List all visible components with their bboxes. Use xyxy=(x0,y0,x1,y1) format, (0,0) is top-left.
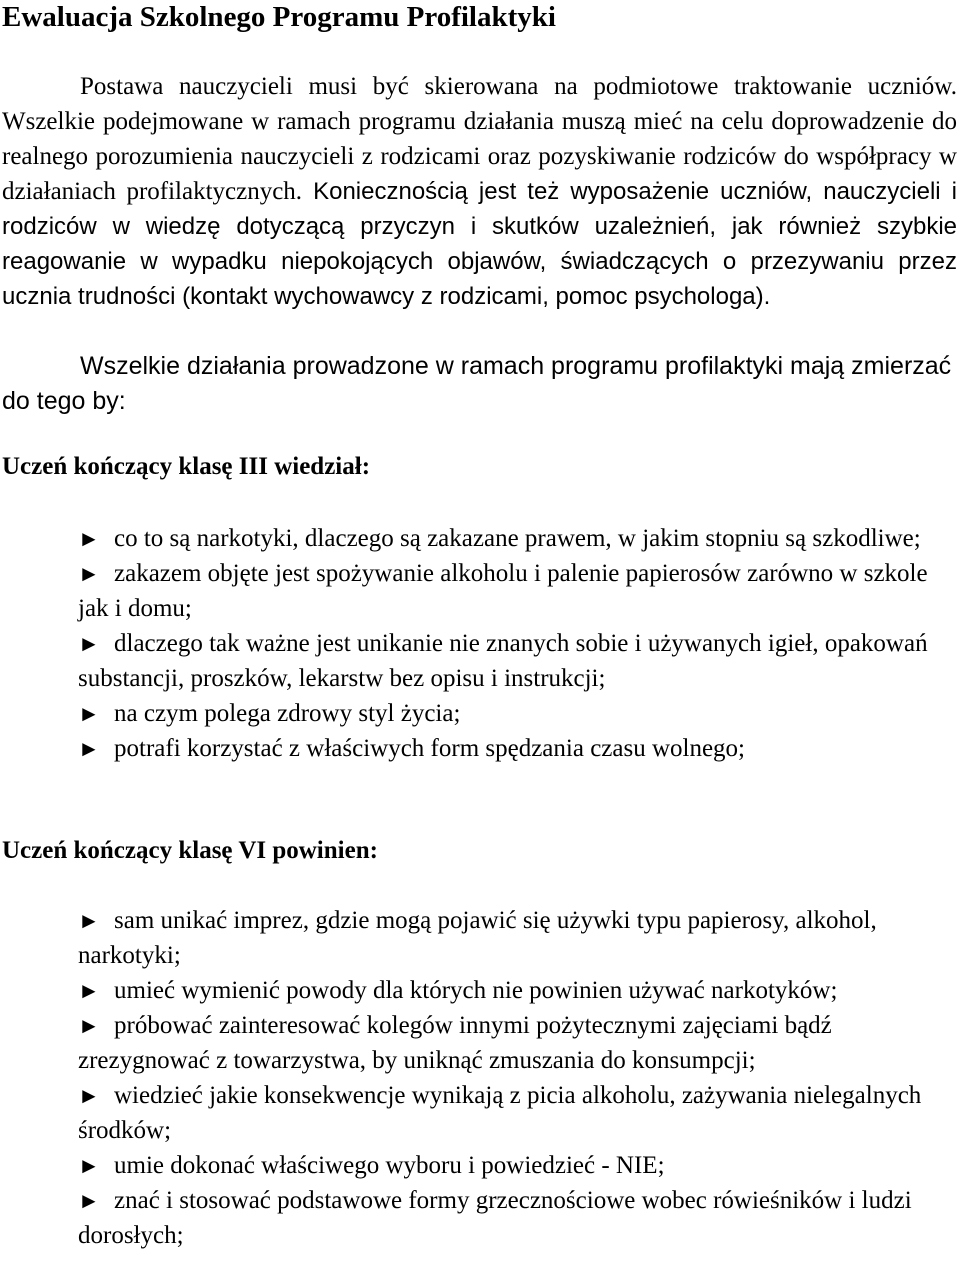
list-item xyxy=(78,626,958,696)
bullet-arrow-icon: ► xyxy=(78,1083,100,1108)
list-item-text: umie dokonać właściwego wyboru i powiedzieć - NIE; xyxy=(114,1152,665,1179)
bullet-arrow-icon: ► xyxy=(78,1188,100,1213)
list-item xyxy=(78,1183,958,1253)
list-item-text: próbować zainteresować kolegów innymi pożytecznymi zajęciami bądź zrezygnować z towarzystwa, by uniknąć zmuszania do konsumpcji; xyxy=(78,1012,832,1074)
bullet-arrow-icon: ► xyxy=(78,526,100,551)
bullet-arrow-icon: ► xyxy=(78,631,100,656)
bullet-arrow-icon: ► xyxy=(78,736,100,761)
bullet-arrow-icon: ► xyxy=(78,701,100,726)
list-item xyxy=(78,1148,958,1183)
list-item xyxy=(78,1008,958,1078)
list-item xyxy=(78,696,958,731)
list-item xyxy=(78,973,958,1008)
bullet-arrow-icon: ► xyxy=(78,1153,100,1178)
bullet-arrow-icon: ► xyxy=(78,978,100,1003)
list-item xyxy=(78,556,958,626)
list-item-text: potrafi korzystać z właściwych form spędzania czasu wolnego; xyxy=(114,735,746,762)
section-heading-class-vi: Uczeń kończący klasę VI powinien: xyxy=(2,837,378,864)
intro-paragraph xyxy=(2,69,957,314)
page-title: Ewaluacja Szkolnego Programu Profilaktyki xyxy=(2,1,556,33)
intro-text-part2: Koniecznością jest też wyposażenie uczniów, nauczycieli i rodziców w wiedzę dotyczącą przyczyn i skutków uzależnień, jak również szybkie reagowanie w wypadku niepokojących objawów, świadczących o przezywaniu przez ucznia trudności (kontakt wychowawcy z rodzicami, pomoc psychologa). xyxy=(2,178,957,310)
list-item-text: dlaczego tak ważne jest unikanie nie znanych sobie i używanych igieł, opakowań substancji, proszków, lekarstw bez opisu i instrukcji; xyxy=(78,630,928,692)
bullet-arrow-icon: ► xyxy=(78,908,100,933)
list-item-text: wiedzieć jakie konsekwencje wynikają z picia alkoholu, zażywania nielegalnych środków; xyxy=(78,1082,922,1144)
intro-text-part1: Postawa nauczycieli musi być skierowana na podmiotowe traktowanie uczniów. Wszelkie podejmowane w ramach programu działania muszą mieć na celu doprowadzenie do realnego porozumienia nauczycieli z rodzicami oraz pozyskiwanie rodziców do współpracy w działaniach profilaktycznych. xyxy=(2,73,957,205)
bullet-arrow-icon: ► xyxy=(78,1013,100,1038)
lead-paragraph: Wszelkie działania prowadzone w ramach programu profilaktyki mają zmierzać do tego by: xyxy=(2,352,952,415)
list-item xyxy=(78,731,958,766)
list-item-text: na czym polega zdrowy styl życia; xyxy=(114,700,461,727)
list-item-text: znać i stosować podstawowe formy grzecznościowe wobec rówieśników i ludzi dorosłych; xyxy=(78,1187,912,1249)
section-heading-class-iii: Uczeń kończący klasę III wiedział: xyxy=(2,453,371,480)
list-item-text: co to są narkotyki, dlaczego są zakazane prawem, w jakim stopniu są szkodliwe; xyxy=(114,525,921,552)
bullet-arrow-icon: ► xyxy=(78,561,100,586)
list-item-text: umieć wymienić powody dla których nie powinien używać narkotyków; xyxy=(114,977,838,1004)
list-item xyxy=(78,1078,958,1148)
list-item-text: sam unikać imprez, gdzie mogą pojawić się używki typu papierosy, alkohol, narkotyki; xyxy=(78,907,877,969)
list-item-text: zakazem objęte jest spożywanie alkoholu i palenie papierosów zarówno w szkole jak i domu; xyxy=(78,560,928,622)
list-class-vi xyxy=(78,903,958,1253)
list-item xyxy=(78,903,958,973)
list-class-iii xyxy=(78,521,958,766)
list-item xyxy=(78,521,958,556)
